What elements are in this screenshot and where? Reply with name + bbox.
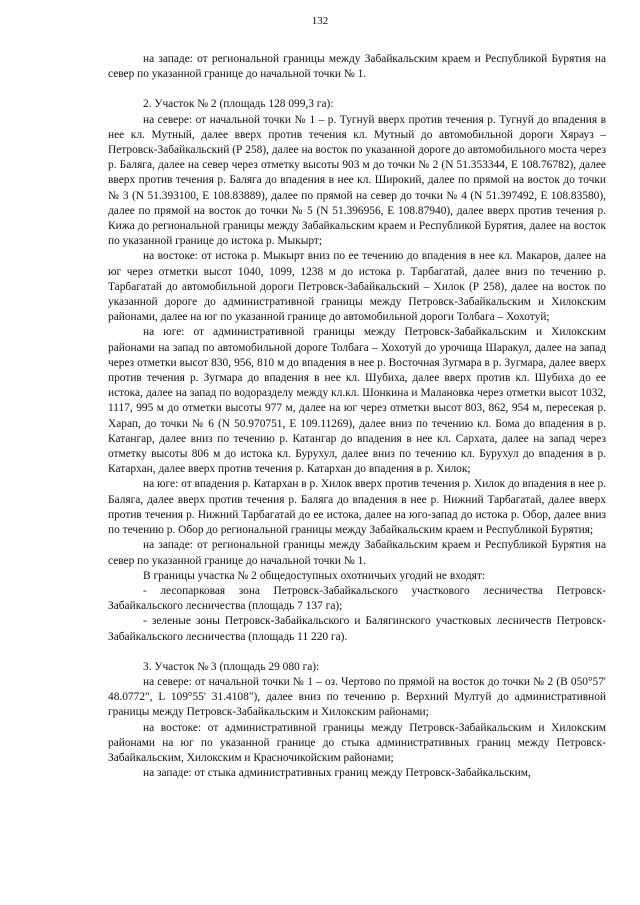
- paragraph: - зеленые зоны Петровск-Забайкальского и Балягинского участковых лесничеств Петровск-Забайкальского лесничества (площадь 11 220 га).: [108, 615, 606, 643]
- paragraph: на юге: от впадения р. Катархан в р. Хилок вверх против течения р. Хилок до впадения в нее р. Баляга, далее вверх против течения р. Баляга до впадения в нее р. Нижний Тарбагатай, далее вверх против течения р. Нижний Тарбагатай до ее истока, далее на юго-запад до истока р. Обор, далее вниз по течению р. Обор до региональной границы между Забайкальским краем и Республикой Бурятия;: [108, 478, 606, 537]
- paragraph: на западе: от региональной границы между Забайкальским краем и Республикой Бурятия на север по указанной границе до начальной точки № 1.: [108, 539, 606, 567]
- paragraph: - лесопарковая зона Петровск-Забайкальского участкового лесничества Петровск-Забайкальского лесничества (площадь 7 137 га);: [108, 584, 606, 613]
- paragraph: на западе: от региональной границы между Забайкальским краем и Республикой Бурятия на север по указанной границе до начальной точки № 1.: [108, 53, 606, 81]
- section-spacer: [108, 82, 606, 97]
- paragraph: 3. Участок № 3 (площадь 29 080 га):: [143, 660, 320, 673]
- paragraph: на востоке: от истока р. Мыкырт вниз по ее течению до впадения в нее кл. Макаров, далее на юг через отметки высот 1040, 1099, 1238 м до истока р. Тарбагатай, далее вниз по течению р. Тарбагатай до автомобильной дороги Петровск-Забайкальский – Хилок (Р 258), далее на восток по указанной дороге до административной границы между Петровск-Забайкальским и Хилокским районами, далее на юг по указанной границе до автомобильной дороги Толбага – Хохотуй;: [108, 250, 606, 324]
- section-spacer: [108, 645, 606, 660]
- paragraph: на севере: от начальной точки № 1 – р. Тугнуй вверх против течения р. Тугнуй до впадения в нее кл. Мутный, далее вверх против течения кл. Мутный до автомобильной дороги Хярауз – Петровск-Забайкальский (Р 258), далее на восток по указанной дороге до автомобильного моста через р. Баляга, далее на север через отметку высоты 903 м до точки № 2 (N 51.353344, E 108.76782), далее вверх против течения р. Баляга до впадения в нее кл. Широкий, далее по прямой на восток до точки № 3 (N 51.393100, E 108.83889), далее по прямой на север до точки № 4 (N 51.397492, E 108.83580), далее по прямой на восток до точки № 5 (N 51.396956, E 108.87940), далее вверх против течения р. Кижа до региональной границы между Забайкальским краем и Республикой Бурятия, далее на восток по указанной границе до истока р. Мыкырт;: [108, 113, 606, 248]
- page-number: 132: [311, 15, 329, 27]
- paragraph: на юге: от административной границы между Петровск-Забайкальским и Хилокским районами на запад по автомобильной дороге Толбага – Хохотуй до урочища Шаракул, далее на запад через отметки высот 830, 956, 810 м до впадения в нее р. Восточная Зугмара в р. Зугмара, далее вверх против течения р. Зугмара до впадения в нее кл. Шубиха, далее вверх против кл. Шубиха до ее истока, далее на запад по водоразделу между кл.кл. Шонкина и Малановка через отметки высот 1032, 1117, 995 м до отметки высоты 977 м, далее на юг через отметки высот 803, 862, 954 м, пересекая р. Харап, до точки № 6 (N 50.970751, E 109.11269), далее вниз по течению кл. Бома до впадения в р. Катангар, далее вниз по течению р. Катангар до впадения в нее кл. Сархата, далее на запад через отметку высоты 806 м до истока кл. Бурухул, далее вниз по течению кл. Бурухул до впадения в р. Катархан, далее вверх против течения р. Катархан до впадения в р. Хилок;: [108, 326, 606, 476]
- document-body: [108, 52, 606, 781]
- paragraph: 2. Участок № 2 (площадь 128 099,3 га):: [143, 98, 334, 111]
- paragraph: В границы участка № 2 общедоступных охотничьих угодий не входят:: [143, 569, 486, 582]
- paragraph: на западе: от стыка административных границ между Петровск-Забайкальским,: [143, 767, 531, 780]
- paragraph: на востоке: от административной границы между Петровск-Забайкальским и Хилокским районами на юг по указанной границе до стыка административных границ между Петровск-Забайкальским, Хилокским и Красночикойским районами;: [108, 721, 606, 764]
- paragraph: на севере: от начальной точки № 1 – оз. Чертово по прямой на восток до точки № 2 (В 050°57' 48.0772", L 109°55' 31.4108"), далее вниз по течению р. Верхний Мултуй до административной границы между Петровск-Забайкальским и Хилокским районами;: [108, 675, 606, 719]
